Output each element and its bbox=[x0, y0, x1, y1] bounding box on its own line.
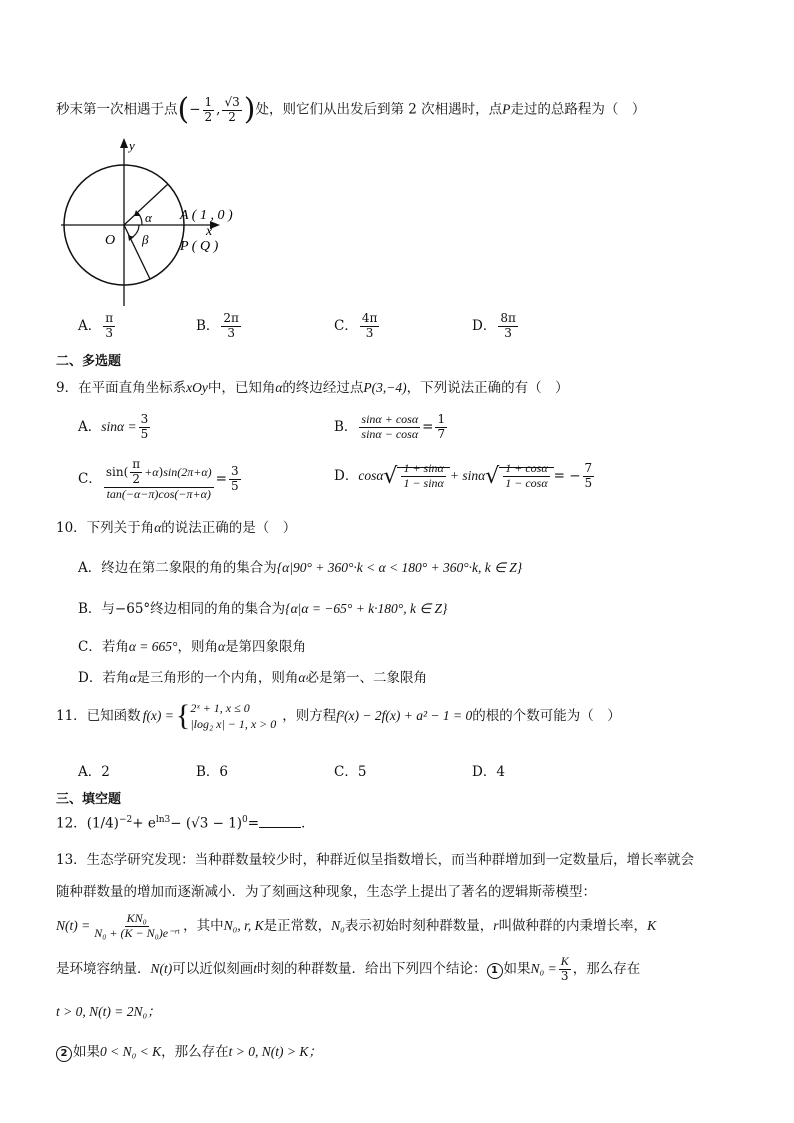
q9-option-a[interactable]: A．sinα = $\frac{3}{5}$ bbox=[78, 412, 149, 441]
q8-option-c[interactable]: C． $\frac{4\pi}{3}$ bbox=[334, 311, 378, 340]
q8-option-d[interactable]: D． $\frac{8\pi}{3}$ bbox=[472, 311, 516, 340]
q8-p: P bbox=[502, 101, 511, 117]
q10-option-c[interactable]: C．若角α = 665°，则角α是第四象限角 bbox=[78, 639, 307, 655]
q11-option-c[interactable]: C．5 bbox=[334, 764, 367, 780]
q11-option-a[interactable]: A．2 bbox=[78, 764, 110, 780]
q8-lead: 秒末第一次相遇于点 bbox=[56, 101, 178, 118]
q10-option-b[interactable]: B．与−65°终边相同的角的集合为{α|α = −65° + k·180°, k ∈ Z} bbox=[78, 601, 448, 617]
q13-para-2: 随种群数量的增加而逐渐减小．为了刻画这种现象，生态学上提出了著名的逻辑斯蒂模型： bbox=[56, 884, 596, 900]
q8-x-num: 1 bbox=[204, 94, 213, 109]
q13-para-4: 是环境容纳量．N(t)可以近似刻画t时刻的种群数量．给出下列四个结论： 1 如果N₀ = $\frac{K}{3}$ ，那么存在 bbox=[56, 954, 641, 983]
q9-option-c[interactable]: C． sin( $\frac{\pi}{2}$ +α)sin(2π+α) tan(−α−π)cos(−π+α) = $\frac{3}{5}$ bbox=[78, 457, 239, 501]
label-y: y bbox=[129, 138, 135, 153]
q9-option-b[interactable]: B． $\frac{\sin\alpha + \cos\alpha}{\sin\alpha - \cos\alpha}$ = $\frac{1}{7}$ bbox=[334, 412, 446, 441]
q8-y-num: √3 bbox=[224, 94, 240, 109]
q8-option-a[interactable]: A． $\frac{\pi}{3}$ bbox=[78, 311, 114, 340]
q8-x-den: 2 bbox=[204, 109, 213, 124]
q13-para-5: t > 0, N(t) = 2N₀； bbox=[56, 1004, 161, 1019]
q10-option-d[interactable]: D．若角α是三角形的一个内角，则角α必是第一、二象限角 bbox=[78, 670, 428, 686]
q11-option-b[interactable]: B．6 bbox=[196, 764, 229, 780]
section-fill-in: 三、填空题 bbox=[56, 792, 122, 807]
q8-tail2: 走过的总路程为（ ） bbox=[510, 101, 646, 118]
y-axis-arrow bbox=[120, 138, 128, 148]
q8-y-den: 2 bbox=[228, 109, 236, 124]
q12-stem: 12．$(1/4)^{-2}+ e^{ln3}- (√3 - 1)^0=$ ． bbox=[56, 815, 315, 832]
q10-stem: 10．下列关于角α的说法正确的是（ ） bbox=[56, 520, 297, 536]
label-alpha: α bbox=[145, 210, 152, 225]
q10-option-a[interactable]: A．终边在第二象限的角的集合为{α|90° + 360°·k < α < 180° + 360°·k, k ∈ Z} bbox=[78, 560, 523, 576]
label-a: A ( 1 , 0 ) bbox=[180, 208, 233, 223]
q11-option-d[interactable]: D．4 bbox=[472, 764, 505, 780]
label-pq: P ( Q ) bbox=[180, 239, 219, 254]
q13-model: N(t) = $\frac{\text{KN₀}}{\text{N₀ + (K − N₀)e⁻ʳᵗ}}$ ，其中N₀, r, K是正常数，N₀表示初始时刻种群数量，r叫做种群的内秉增长率，K bbox=[56, 911, 657, 940]
q8-tail: 处，则它们从出发后到第 2 次相遇时，点 bbox=[255, 101, 503, 118]
label-x: x bbox=[206, 224, 213, 239]
q9-option-d[interactable]: D．cosα√ $\frac{1 + \sin\alpha}{1 - \sin\alpha}$ + sinα√ $\frac{1 + \cos\alpha}{1 - \cos\alpha}$ = − $\frac{7}{5}$ bbox=[334, 461, 593, 490]
section-multi-choice: 二、多选题 bbox=[56, 354, 122, 369]
label-o: O bbox=[105, 233, 116, 248]
q12-answer-blank[interactable] bbox=[259, 817, 301, 828]
arc-beta bbox=[131, 225, 139, 238]
circled-number-1: 1 bbox=[487, 963, 503, 979]
circled-number-2: 2 bbox=[56, 1046, 72, 1062]
q13-para-6: 2 如果0 < N₀ < K，那么存在t > 0, N(t) > K； bbox=[56, 1044, 322, 1062]
q8-unit-circle-figure bbox=[56, 136, 256, 308]
label-beta: β bbox=[142, 232, 149, 247]
q11-stem: 11．已知函数 f(x) = { 2ˣ + 1, x ≤ 0 |log₂ x| − 1, x > 0 ，则方程 f²(x) − 2f(x) + a² − 1 = 0 的根的个数可能为（ ） bbox=[56, 699, 621, 733]
q8-stem: 秒末第一次相遇于点(− $\frac{1}{2}$ , $\frac{√3}{2}$ )处，则它们从出发后到第 2 次相遇时，点P走过的总路程为（ ） bbox=[56, 92, 646, 127]
q9-stem: 9．在平面直角坐标系xOy中，已知角α的终边经过点P(3,−4)，下列说法正确的有（ ） bbox=[56, 380, 569, 396]
q13-para-1: 13．生态学研究发现：当种群数量较少时，种群近似呈指数增长，而当种群增加到一定数量后，增长率就会 bbox=[56, 852, 695, 868]
q8-option-b[interactable]: B． $\frac{2\pi}{3}$ bbox=[196, 311, 239, 340]
